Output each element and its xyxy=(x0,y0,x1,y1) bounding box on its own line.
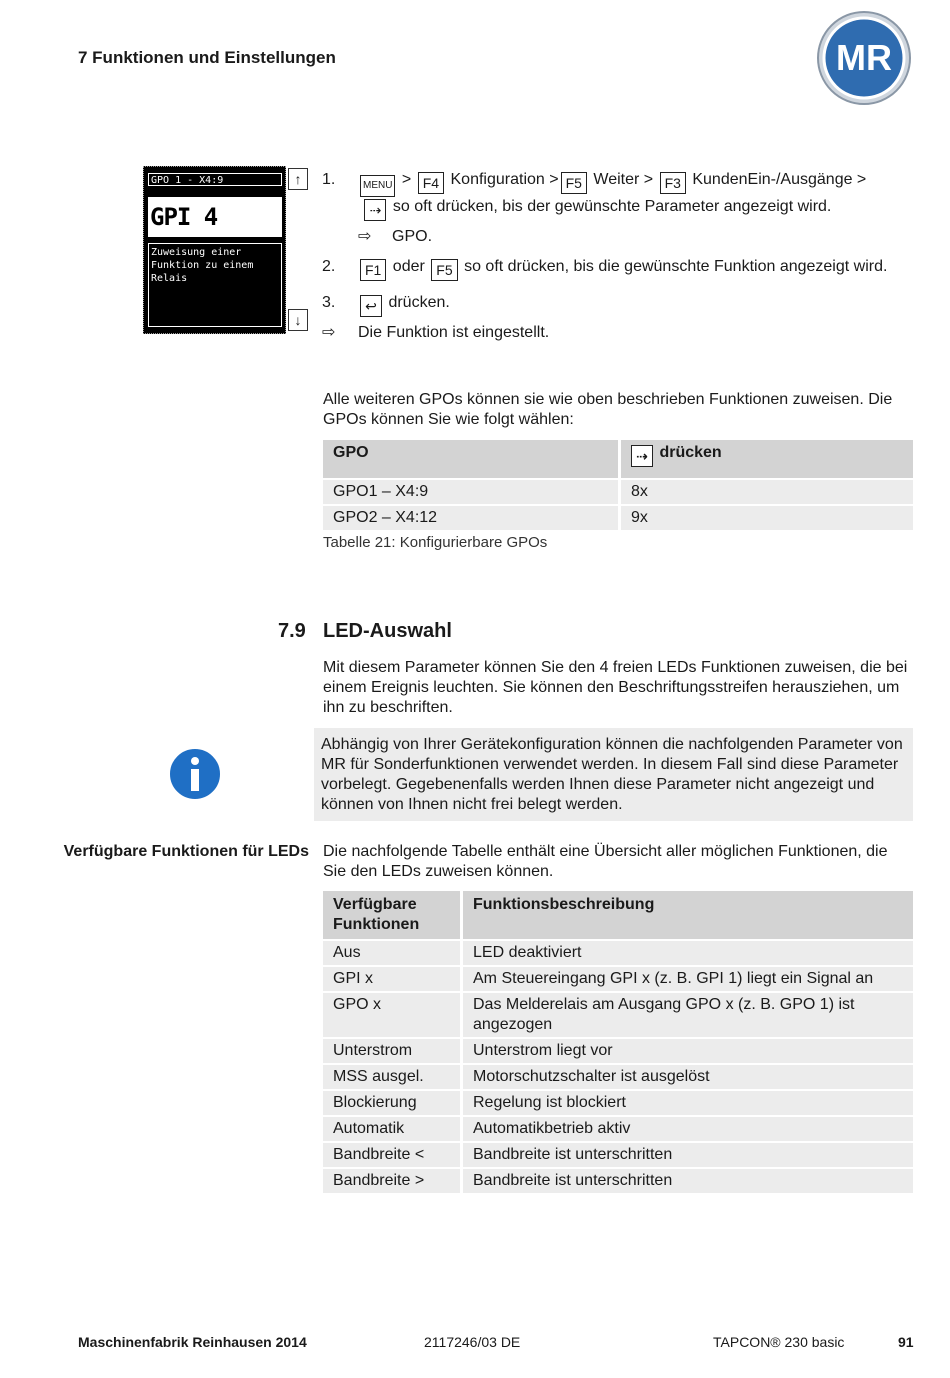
final-result xyxy=(322,323,914,343)
table-cell: Blockierung xyxy=(323,1091,460,1115)
table-cell: GPO x xyxy=(323,993,460,1037)
f3-key-icon: F3 xyxy=(660,172,686,194)
chapter-title: 7 Funktionen und Einstellungen xyxy=(78,48,336,67)
column-header-label: drücken xyxy=(659,444,722,461)
footer-product: TAPCON® 230 basic xyxy=(713,1334,845,1350)
column-header: Funktionsbeschreibung xyxy=(460,891,913,939)
gpo-table-wrap xyxy=(323,438,913,532)
f5-key-icon: F5 xyxy=(431,259,457,281)
step-text: drücken. xyxy=(388,294,450,311)
result-text: GPO. xyxy=(392,228,433,245)
section-paragraph: Mit diesem Parameter können Sie den 4 freien LEDs Funktionen zuweisen, die bei einem Ereignis leuchten. Sie können den Beschriftungsstreifen herausziehen, um ihn zu beschriften. xyxy=(323,659,908,716)
table-intro: Die nachfolgende Tabelle enthält eine Übersicht aller möglichen Funktionen, die Sie den LEDs zuweisen können. xyxy=(323,843,888,880)
table-cell: Bandbreite ist unterschritten xyxy=(460,1169,913,1193)
step-text: so oft drücken, bis der gewünschte Parameter angezeigt wird. xyxy=(392,198,832,215)
lcd-value: GPI 4 xyxy=(148,197,282,237)
info-text: Abhängig von Ihrer Gerätekonfiguration können die nachfolgenden Parameter von MR für Sonderfunktionen verwendet werden. In diesem Fall sind diese Parameter vorbelegt. Gegebenenfalls werden Ihnen diese Parameter nicht angezeigt und können von Ihnen nicht frei belegt werden. xyxy=(321,736,903,813)
mr-logo-icon xyxy=(816,10,912,106)
table-row xyxy=(323,506,913,530)
table-cell: LED deaktiviert xyxy=(460,941,913,965)
step-number: 2. xyxy=(322,258,336,275)
step-text: oder xyxy=(392,258,425,275)
table-cell: Das Melderelais am Ausgang GPO x (z. B. GPO 1) ist angezogen xyxy=(460,993,913,1037)
table-cell: 8x xyxy=(618,480,913,504)
step-2 xyxy=(322,257,914,281)
table-cell: 9x xyxy=(618,506,913,530)
f1-key-icon: F1 xyxy=(360,259,386,281)
table-row xyxy=(323,480,913,504)
table-cell: Bandbreite < xyxy=(323,1143,460,1167)
step-number: 1. xyxy=(322,171,336,188)
page-number: 91 xyxy=(898,1334,914,1350)
result-text: Die Funktion ist eingestellt. xyxy=(358,324,550,341)
table-row xyxy=(323,1091,913,1115)
lcd-parameter-bar: GPO 1 - X4:9 xyxy=(148,173,282,186)
info-box xyxy=(314,728,913,821)
table-caption: Tabelle 21: Konfigurierbare GPOs xyxy=(323,534,548,551)
table-row xyxy=(323,941,913,965)
table-row xyxy=(323,1039,913,1063)
section-title: LED-Auswahl xyxy=(323,620,452,642)
result-arrow-icon: ⇨ xyxy=(322,324,336,341)
table-cell: Automatikbetrieb aktiv xyxy=(460,1117,913,1141)
next-key-icon: ⇢ xyxy=(364,199,386,221)
table-cell: Am Steuereingang GPI x (z. B. GPI 1) liegt ein Signal an xyxy=(460,967,913,991)
led-table-wrap xyxy=(323,889,913,1195)
result-arrow-icon: ⇨ xyxy=(358,228,372,245)
step-text: > xyxy=(401,171,412,188)
column-header xyxy=(618,440,913,478)
table-cell: Automatik xyxy=(323,1117,460,1141)
column-header: Verfügbare Funktionen xyxy=(323,891,460,939)
footer-company: Maschinenfabrik Reinhausen 2014 xyxy=(78,1334,307,1350)
table-row xyxy=(323,1169,913,1193)
table-cell: Motorschutzschalter ist ausgelöst xyxy=(460,1065,913,1089)
logo-text: MR xyxy=(836,37,892,78)
instruction-steps xyxy=(322,170,914,351)
step-3 xyxy=(322,293,914,317)
arrow-down-icon: ↓ xyxy=(288,309,308,331)
section-number: 7.9 xyxy=(278,620,306,642)
table-cell: MSS ausgel. xyxy=(323,1065,460,1089)
table-row xyxy=(323,993,913,1037)
led-functions-table xyxy=(323,889,913,1195)
table-cell: Regelung ist blockiert xyxy=(460,1091,913,1115)
table-row xyxy=(323,1117,913,1141)
lcd-screen xyxy=(143,166,286,334)
menu-key-icon: MENU xyxy=(360,175,395,197)
table-cell: Bandbreite ist unterschritten xyxy=(460,1143,913,1167)
device-display xyxy=(143,166,311,334)
step-text: Konfiguration > xyxy=(450,171,559,188)
table-cell: Unterstrom xyxy=(323,1039,460,1063)
f5-key-icon: F5 xyxy=(561,172,587,194)
info-icon xyxy=(167,746,223,802)
step-number: 3. xyxy=(322,294,336,311)
step-1 xyxy=(322,170,914,221)
table-header-row xyxy=(323,440,913,478)
table-cell: GPO2 – X4:12 xyxy=(323,506,618,530)
step-text: KundenEin-/Ausgänge > xyxy=(692,171,867,188)
table-cell: Unterstrom liegt vor xyxy=(460,1039,913,1063)
gpo-table xyxy=(323,438,913,532)
step-1-result xyxy=(358,227,914,247)
table-cell: Bandbreite > xyxy=(323,1169,460,1193)
enter-key-icon: ↩ xyxy=(360,295,382,317)
side-heading: Verfügbare Funktionen für LEDs xyxy=(63,843,309,860)
intro-paragraph: Alle weiteren GPOs können sie wie oben beschrieben Funktionen zuweisen. Die GPOs können Sie wie folgt wählen: xyxy=(323,391,893,428)
step-text: so oft drücken, bis die gewünschte Funktion angezeigt wird. xyxy=(464,258,888,275)
table-row xyxy=(323,1065,913,1089)
table-cell: GPI x xyxy=(323,967,460,991)
lcd-description: Zuweisung einer Funktion zu einem Relais xyxy=(148,243,282,327)
footer-doc-number: 2117246/03 DE xyxy=(424,1334,521,1350)
table-cell: GPO1 – X4:9 xyxy=(323,480,618,504)
table-row xyxy=(323,1143,913,1167)
table-header-row xyxy=(323,891,913,939)
table-row xyxy=(323,967,913,991)
f4-key-icon: F4 xyxy=(418,172,444,194)
step-text: Weiter > xyxy=(593,171,654,188)
arrow-up-icon: ↑ xyxy=(288,168,308,190)
table-cell: Aus xyxy=(323,941,460,965)
next-key-icon: ⇢ xyxy=(631,445,653,467)
column-header: GPO xyxy=(323,440,618,478)
